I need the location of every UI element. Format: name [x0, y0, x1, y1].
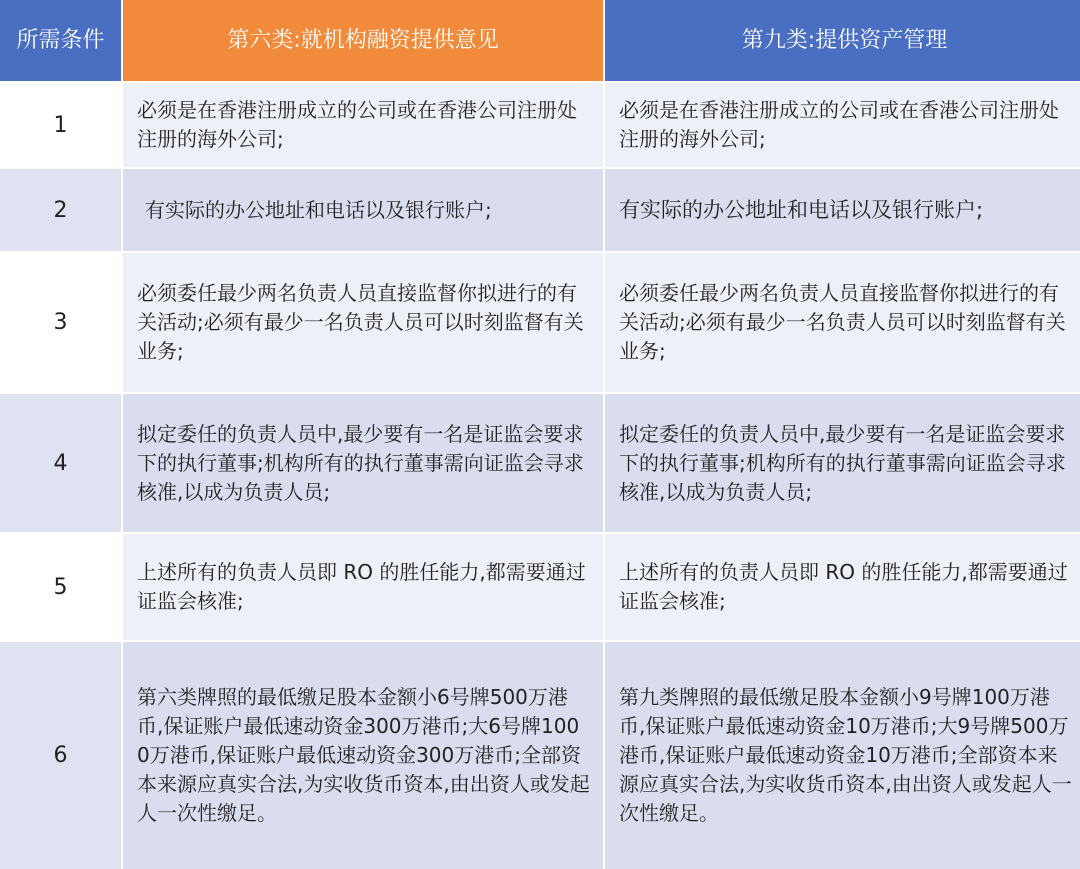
type6-requirement — [123, 83, 603, 167]
type6-text: 必须委任最少两名负责人员直接监督你拟进行的有关活动;必须有最少一名负责人员可以时刻监督有关业务; — [137, 281, 584, 363]
type9-requirement — [605, 83, 1080, 167]
header-requirement-label: 所需条件 — [16, 28, 105, 53]
row-number-label: 5 — [53, 574, 68, 600]
type6-text: 必须是在香港注册成立的公司或在香港公司注册处注册的海外公司; — [137, 98, 577, 151]
row-number-label: 4 — [53, 450, 68, 476]
type6-text: 第六类牌照的最低缴足股本金额小6号牌500万港币,保证账户最低速动资金300万港币;大6号牌1000万港币,保证账户最低速动资金300万港币;全部资本来源应真实合法,为实收货币资本,由出资人或发起人一次性缴足。 — [137, 685, 590, 825]
row-number — [0, 394, 121, 532]
header-type6 — [123, 0, 603, 81]
type6-requirement — [123, 642, 603, 869]
row-number — [0, 169, 121, 251]
type9-text: 有实际的办公地址和电话以及银行账户; — [619, 197, 984, 222]
header-type9 — [605, 0, 1080, 81]
type9-text: 拟定委任的负责人员中,最少要有一名是证监会要求下的执行董事;机构所有的执行董事需向证监会寻求核准,以成为负责人员; — [619, 421, 1066, 504]
type6-text: 拟定委任的负责人员中,最少要有一名是证监会要求下的执行董事;机构所有的执行董事需向证监会寻求核准,以成为负责人员; — [137, 421, 584, 504]
row-number-label: 6 — [53, 743, 68, 768]
type9-requirement — [605, 534, 1080, 640]
row-number — [0, 253, 121, 392]
type9-requirement — [605, 253, 1080, 392]
type9-text: 必须委任最少两名负责人员直接监督你拟进行的有关活动;必须有最少一名负责人员可以时刻监督有关业务; — [619, 281, 1066, 363]
type6-text: 有实际的办公地址和电话以及银行账户; — [145, 197, 492, 222]
header-requirement — [0, 0, 121, 81]
row-number-label: 2 — [53, 197, 68, 223]
row-number — [0, 83, 121, 167]
type9-requirement — [605, 642, 1080, 869]
type6-text: 上述所有的负责人员即 RO 的胜任能力,都需要通过证监会核准; — [137, 560, 586, 613]
type9-requirement — [605, 169, 1080, 251]
type6-requirement — [123, 394, 603, 532]
header-type6-label: 第六类:就机构融资提供意见 — [227, 28, 499, 53]
type6-requirement — [123, 534, 603, 640]
type9-text: 第九类牌照的最低缴足股本金额小9号牌100万港币,保证账户最低速动资金10万港币;大9号牌500万港币,保证账户最低速动资金10万港币;全部资本来源应真实合法,为实收货币资本,由出资人或发起人一次性缴足。 — [619, 685, 1072, 825]
type9-text: 上述所有的负责人员即 RO 的胜任能力,都需要通过证监会核准; — [619, 560, 1068, 613]
type6-requirement — [123, 253, 603, 392]
header-type9-label: 第九类:提供资产管理 — [741, 28, 948, 53]
type6-requirement — [123, 169, 603, 251]
row-number-label: 1 — [53, 112, 68, 138]
type9-requirement — [605, 394, 1080, 532]
row-number-label: 3 — [53, 310, 68, 335]
row-number — [0, 642, 121, 869]
type9-text: 必须是在香港注册成立的公司或在香港公司注册处注册的海外公司; — [619, 98, 1059, 151]
row-number — [0, 534, 121, 640]
